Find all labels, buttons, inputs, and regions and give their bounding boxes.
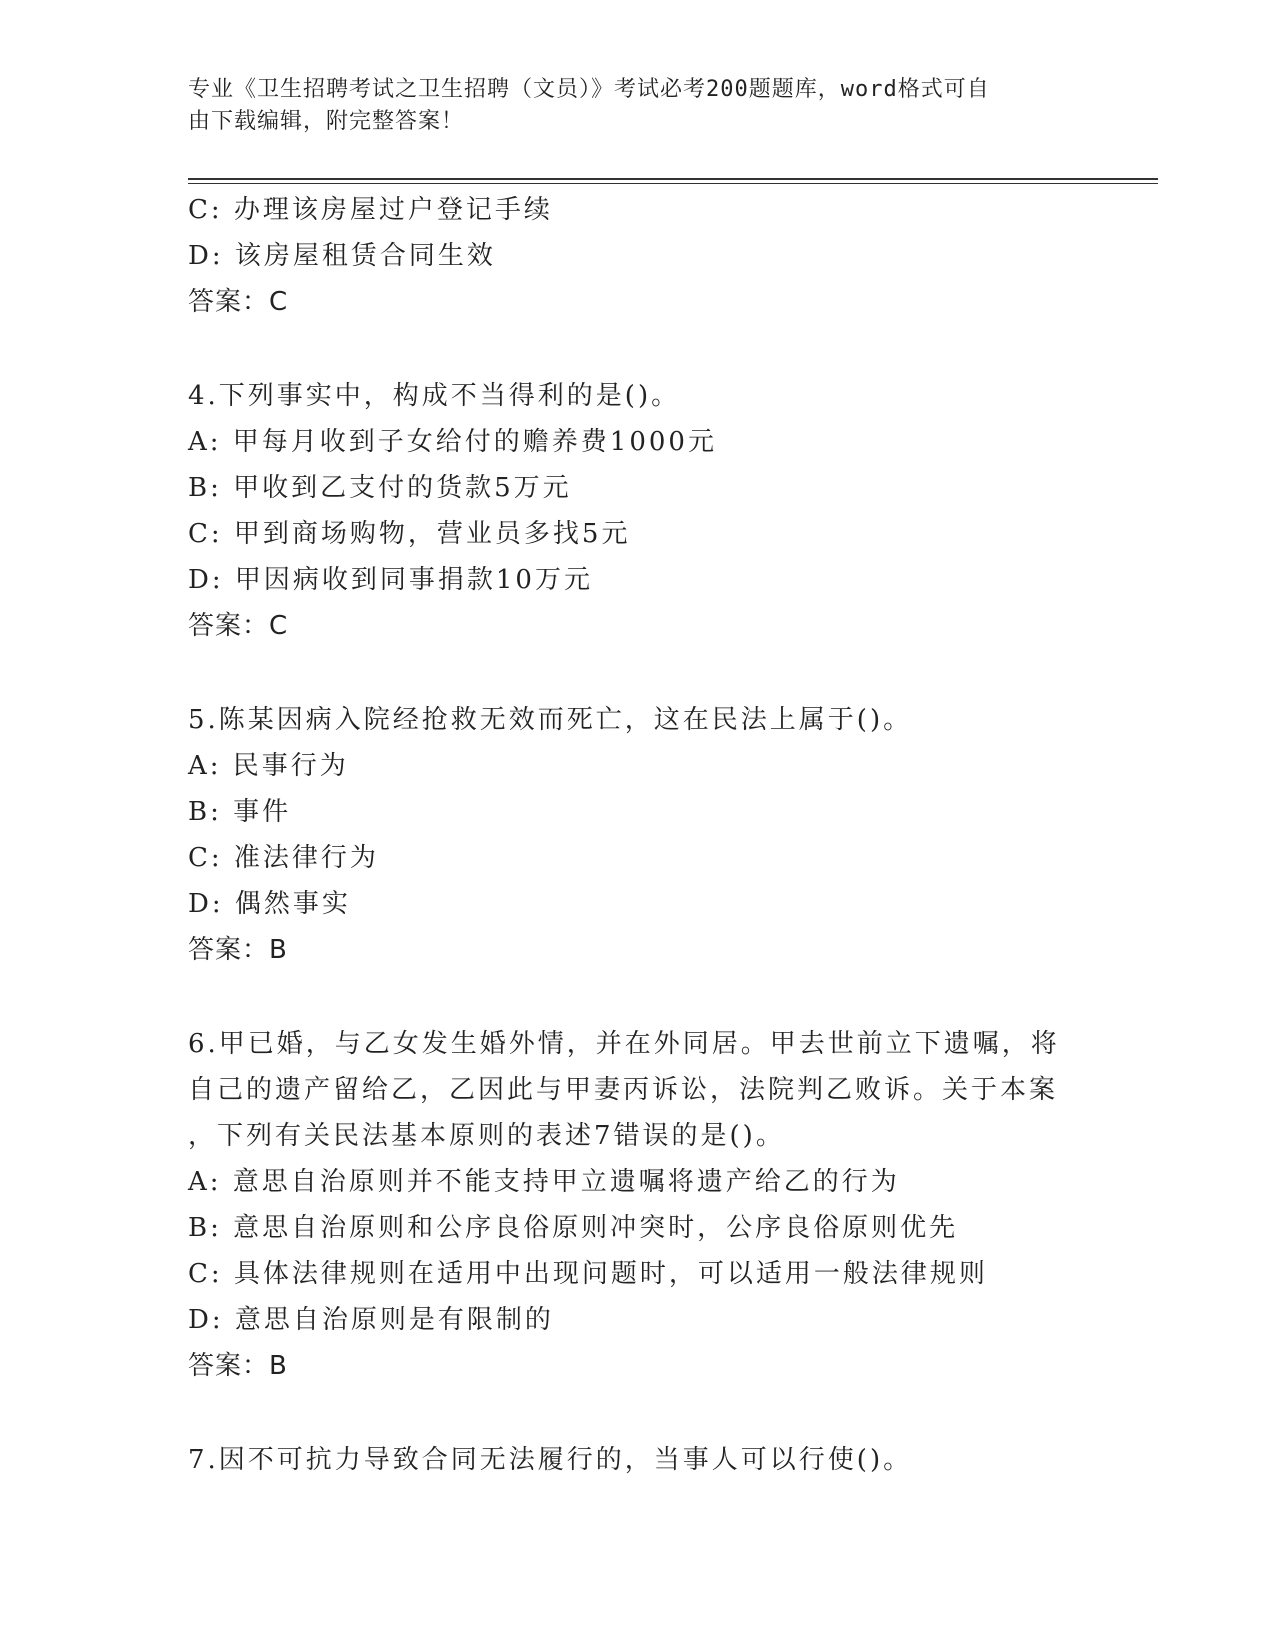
q5-option-c: C: 准法律行为 bbox=[188, 843, 379, 873]
q5-stem: 5.陈某因病入院经抢救无效而死亡，这在民法上属于()。 bbox=[188, 705, 913, 735]
q5-answer: 答案：B bbox=[188, 935, 288, 965]
q3-answer: 答案：C bbox=[188, 287, 289, 317]
q5-option-a: A: 民事行为 bbox=[188, 751, 349, 781]
q5-option-d: D: 偶然事实 bbox=[188, 889, 351, 919]
q3-option-d: D: 该房屋租赁合同生效 bbox=[188, 241, 496, 271]
header-divider-thin bbox=[188, 183, 1158, 184]
spacer bbox=[188, 973, 1088, 1021]
document-header bbox=[188, 74, 1068, 138]
q6-option-c: C: 具体法律规则在适用中出现问题时，可以适用一般法律规则 bbox=[188, 1259, 988, 1289]
q4-option-d: D: 甲因病收到同事捐款10万元 bbox=[188, 565, 593, 595]
q4-option-a: A: 甲每月收到子女给付的赡养费1000元 bbox=[188, 427, 717, 457]
q6-option-b: B: 意思自治原则和公序良俗原则冲突时，公序良俗原则优先 bbox=[188, 1213, 959, 1243]
q6-option-a: A: 意思自治原则并不能支持甲立遗嘱将遗产给乙的行为 bbox=[188, 1167, 900, 1197]
q6-stem-line-3: ，下列有关民法基本原则的表述7错误的是()。 bbox=[188, 1121, 785, 1151]
header-line-2: 由下载编辑，附完整答案！ bbox=[188, 109, 465, 134]
q4-stem: 4.下列事实中，构成不当得利的是()。 bbox=[188, 381, 681, 411]
spacer bbox=[188, 1389, 1088, 1437]
header-divider-thick bbox=[188, 178, 1158, 180]
q4-answer: 答案：C bbox=[188, 611, 289, 641]
q7-stem: 7.因不可抗力导致合同无法履行的，当事人可以行使()。 bbox=[188, 1445, 913, 1475]
q6-stem-line-2: 自己的遗产留给乙，乙因此与甲妻丙诉讼，法院判乙败诉。关于本案 bbox=[188, 1075, 1059, 1105]
header-line-1: 专业《卫生招聘考试之卫生招聘（文员）》考试必考200题题库，word格式可自 bbox=[188, 77, 990, 102]
q4-option-b: B: 甲收到乙支付的货款5万元 bbox=[188, 473, 572, 503]
spacer bbox=[188, 325, 1088, 373]
q3-option-c: C: 办理该房屋过户登记手续 bbox=[188, 195, 553, 225]
q4-option-c: C: 甲到商场购物，营业员多找5元 bbox=[188, 519, 631, 549]
q5-option-b: B: 事件 bbox=[188, 797, 292, 827]
q6-option-d: D: 意思自治原则是有限制的 bbox=[188, 1305, 554, 1335]
question-list bbox=[188, 187, 1088, 1483]
q6-stem-line-1: 6.甲已婚，与乙女发生婚外情，并在外同居。甲去世前立下遗嘱，将 bbox=[188, 1029, 1060, 1059]
spacer bbox=[188, 649, 1088, 697]
q6-answer: 答案：B bbox=[188, 1351, 288, 1381]
